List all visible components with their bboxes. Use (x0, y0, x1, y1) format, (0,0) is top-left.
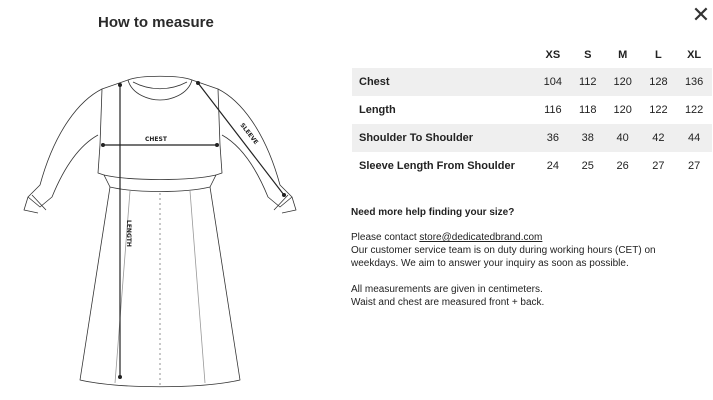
measurement-note: All measurements are given in centimeters. (351, 284, 543, 295)
label-header (352, 42, 535, 68)
row-label: Chest (352, 68, 535, 96)
size-header-row (352, 42, 712, 68)
table-cell: 40 (605, 124, 641, 152)
size-header: L (655, 49, 662, 61)
email-link[interactable]: store@dedicatedbrand.com (419, 232, 543, 243)
size-header: XS (545, 49, 561, 61)
table-row (352, 124, 712, 152)
table-cell: 44 (676, 124, 712, 152)
table-cell: 136 (676, 68, 712, 96)
table-cell: 27 (652, 160, 665, 172)
table-cell: 122 (649, 104, 668, 116)
size-header: S (584, 49, 592, 61)
size-header: M (618, 49, 628, 61)
table-cell: 118 (578, 104, 597, 116)
table-cell: 122 (684, 104, 704, 116)
contact-line (351, 231, 703, 244)
table-cell: 112 (571, 68, 605, 96)
table-cell: 26 (616, 160, 629, 172)
table-cell: 120 (605, 68, 641, 96)
help-section (351, 206, 703, 309)
table-cell: 36 (535, 124, 571, 152)
table-cell: 120 (613, 104, 632, 116)
table-cell: 42 (641, 124, 677, 152)
chest-label: CHEST (145, 136, 167, 143)
table-cell: 25 (581, 160, 594, 172)
table-row (352, 68, 712, 96)
row-label: Sleeve Length From Shoulder (359, 160, 515, 172)
table-cell: 38 (571, 124, 605, 152)
length-label: LENGTH (125, 220, 132, 247)
table-cell: 104 (535, 68, 571, 96)
table-row (352, 96, 712, 124)
help-heading: Need more help finding your size? (351, 207, 515, 218)
row-label: Shoulder To Shoulder (352, 124, 535, 152)
row-label: Length (359, 104, 396, 116)
table-cell: 128 (641, 68, 677, 96)
size-header: XL (687, 49, 702, 61)
size-table (352, 42, 712, 180)
measurement-note: Waist and chest are measured front + back. (351, 297, 545, 308)
page-title: How to measure (98, 14, 214, 31)
table-cell: 27 (687, 160, 701, 172)
table-cell: 24 (546, 160, 559, 172)
service-text: Our customer service team is on duty during working hours (CET) on weekdays. We aim to answer your inquiry as soon as possible. (351, 245, 656, 269)
table-cell: 116 (544, 104, 562, 116)
sleeve-label: SLEEVE (238, 121, 260, 147)
dress-illustration (10, 55, 310, 400)
table-row (352, 152, 712, 180)
contact-prefix: Please contact (351, 232, 420, 243)
close-icon[interactable]: ✕ (691, 2, 711, 27)
